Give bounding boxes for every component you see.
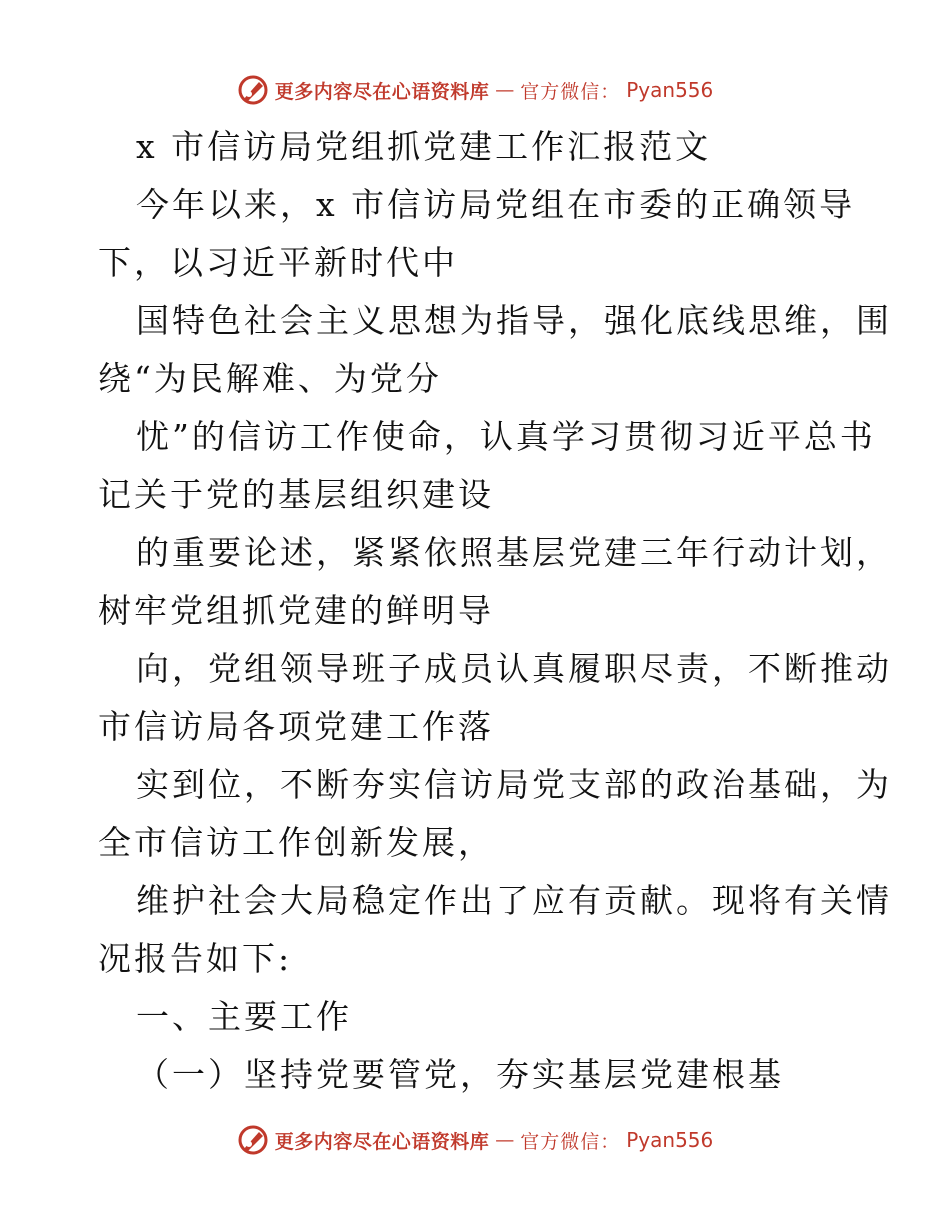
section-heading: 一、主要工作	[136, 997, 352, 1036]
banner-main-text: 更多内容尽在心语资料库	[274, 1130, 490, 1153]
paragraph-line: 今年以来，x 市信访局党组在市委的正确领导	[136, 185, 856, 224]
paragraph-line: 维护社会大局稳定作出了应有贡献。现将有关情	[136, 881, 892, 920]
paragraph-line: 向，党组领导班子成员认真履职尽责，不断推动	[136, 649, 892, 688]
banner-wechat-label: 官方微信：	[520, 1130, 621, 1153]
header-watermark-banner	[0, 70, 950, 110]
paragraph-line: 况报告如下:	[98, 939, 293, 978]
paragraph-line: 国特色社会主义思想为指导，强化底线思维，围	[136, 301, 892, 340]
document-body	[98, 118, 892, 1104]
paragraph-line: 记关于党的基层组织建设	[98, 475, 494, 514]
paragraph-line: 树牢党组抓党建的鲜明导	[98, 591, 494, 630]
paragraph-line: 市信访局各项党建工作落	[98, 707, 494, 746]
paragraph-line: 实到位，不断夯实信访局党支部的政治基础，为	[136, 765, 892, 804]
banner-wechat-id: Pyan556	[626, 1128, 714, 1152]
document-title: x 市信访局党组抓党建工作汇报范文	[136, 127, 712, 166]
banner-dash: —	[495, 1129, 515, 1151]
banner-wechat-id: Pyan556	[626, 78, 714, 102]
paragraph-line: 全市信访工作创新发展，	[98, 823, 494, 862]
banner-dash: —	[495, 79, 515, 101]
paragraph-line: 绕“为民解难、为党分	[98, 359, 442, 398]
paragraph-line: 下，以习近平新时代中	[98, 243, 458, 282]
banner-wechat-label: 官方微信：	[520, 80, 621, 103]
subsection-heading: （一）坚持党要管党，夯实基层党建根基	[136, 1055, 784, 1094]
footer-watermark-banner	[0, 1120, 950, 1160]
paragraph-line: 的重要论述，紧紧依照基层党建三年行动计划，	[136, 533, 892, 572]
paragraph-line: 忧”的信访工作使命，认真学习贯彻习近平总书	[136, 417, 876, 456]
pen-logo-icon	[237, 1124, 269, 1156]
banner-main-text: 更多内容尽在心语资料库	[274, 80, 490, 103]
pen-logo-icon	[237, 74, 269, 106]
